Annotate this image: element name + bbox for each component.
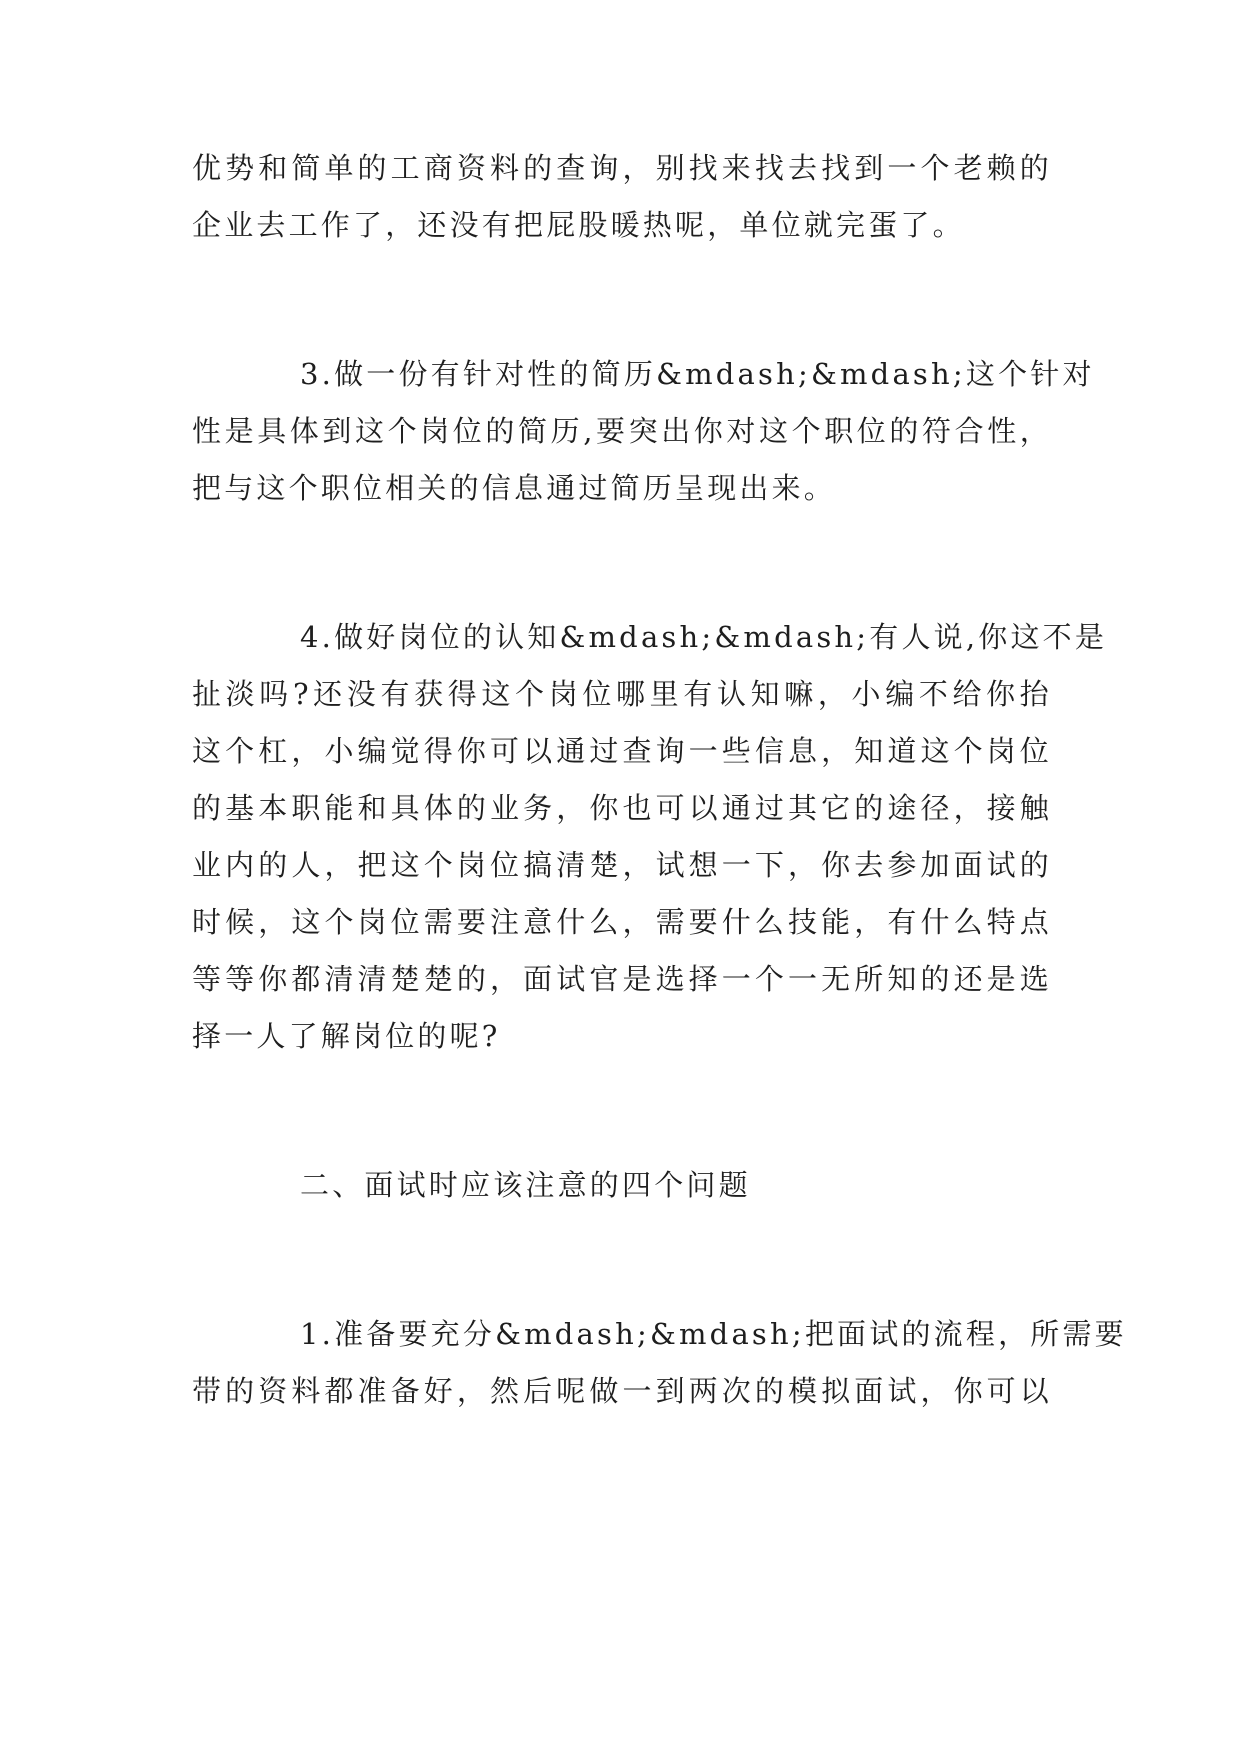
paragraph-3-line-6: 时候，这个岗位需要注意什么，需要什么技能，有什么特点 <box>192 905 1052 939</box>
paragraph-3-line-3: 这个杠，小编觉得你可以通过查询一些信息，知道这个岗位 <box>192 734 1052 768</box>
paragraph-3-line-7: 等等你都清清楚楚的，面试官是选择一个一无所知的还是选 <box>192 962 1052 996</box>
paragraph-3-line-4: 的基本职能和具体的业务，你也可以通过其它的途径，接触 <box>192 791 1052 825</box>
paragraph-5-line-1: 1.准备要充分&mdash;&mdash;把面试的流程，所需要 <box>300 1317 1127 1351</box>
paragraph-1-line-1: 优势和简单的工商资料的查询，别找来找去找到一个老赖的 <box>192 151 1052 185</box>
paragraph-1-line-2: 企业去工作了，还没有把屁股暖热呢，单位就完蛋了。 <box>192 208 965 242</box>
paragraph-3-line-1: 4.做好岗位的认知&mdash;&mdash;有人说,你这不是 <box>300 620 1108 654</box>
paragraph-3-line-2: 扯淡吗?还没有获得这个岗位哪里有认知嘛，小编不给你抬 <box>192 677 1052 711</box>
paragraph-3-line-5: 业内的人，把这个岗位搞清楚，试想一下，你去参加面试的 <box>192 848 1052 882</box>
paragraph-3-line-8: 择一人了解岗位的呢? <box>192 1019 501 1053</box>
paragraph-2-line-1: 3.做一份有针对性的简历&mdash;&mdash;这个针对 <box>300 357 1095 391</box>
paragraph-2-line-3: 把与这个职位相关的信息通过简历呈现出来。 <box>192 471 837 505</box>
section-heading: 二、面试时应该注意的四个问题 <box>300 1168 751 1202</box>
paragraph-2-line-2: 性是具体到这个岗位的简历,要突出你对这个职位的符合性， <box>192 414 1052 448</box>
paragraph-5-line-2: 带的资料都准备好，然后呢做一到两次的模拟面试，你可以 <box>192 1374 1052 1408</box>
